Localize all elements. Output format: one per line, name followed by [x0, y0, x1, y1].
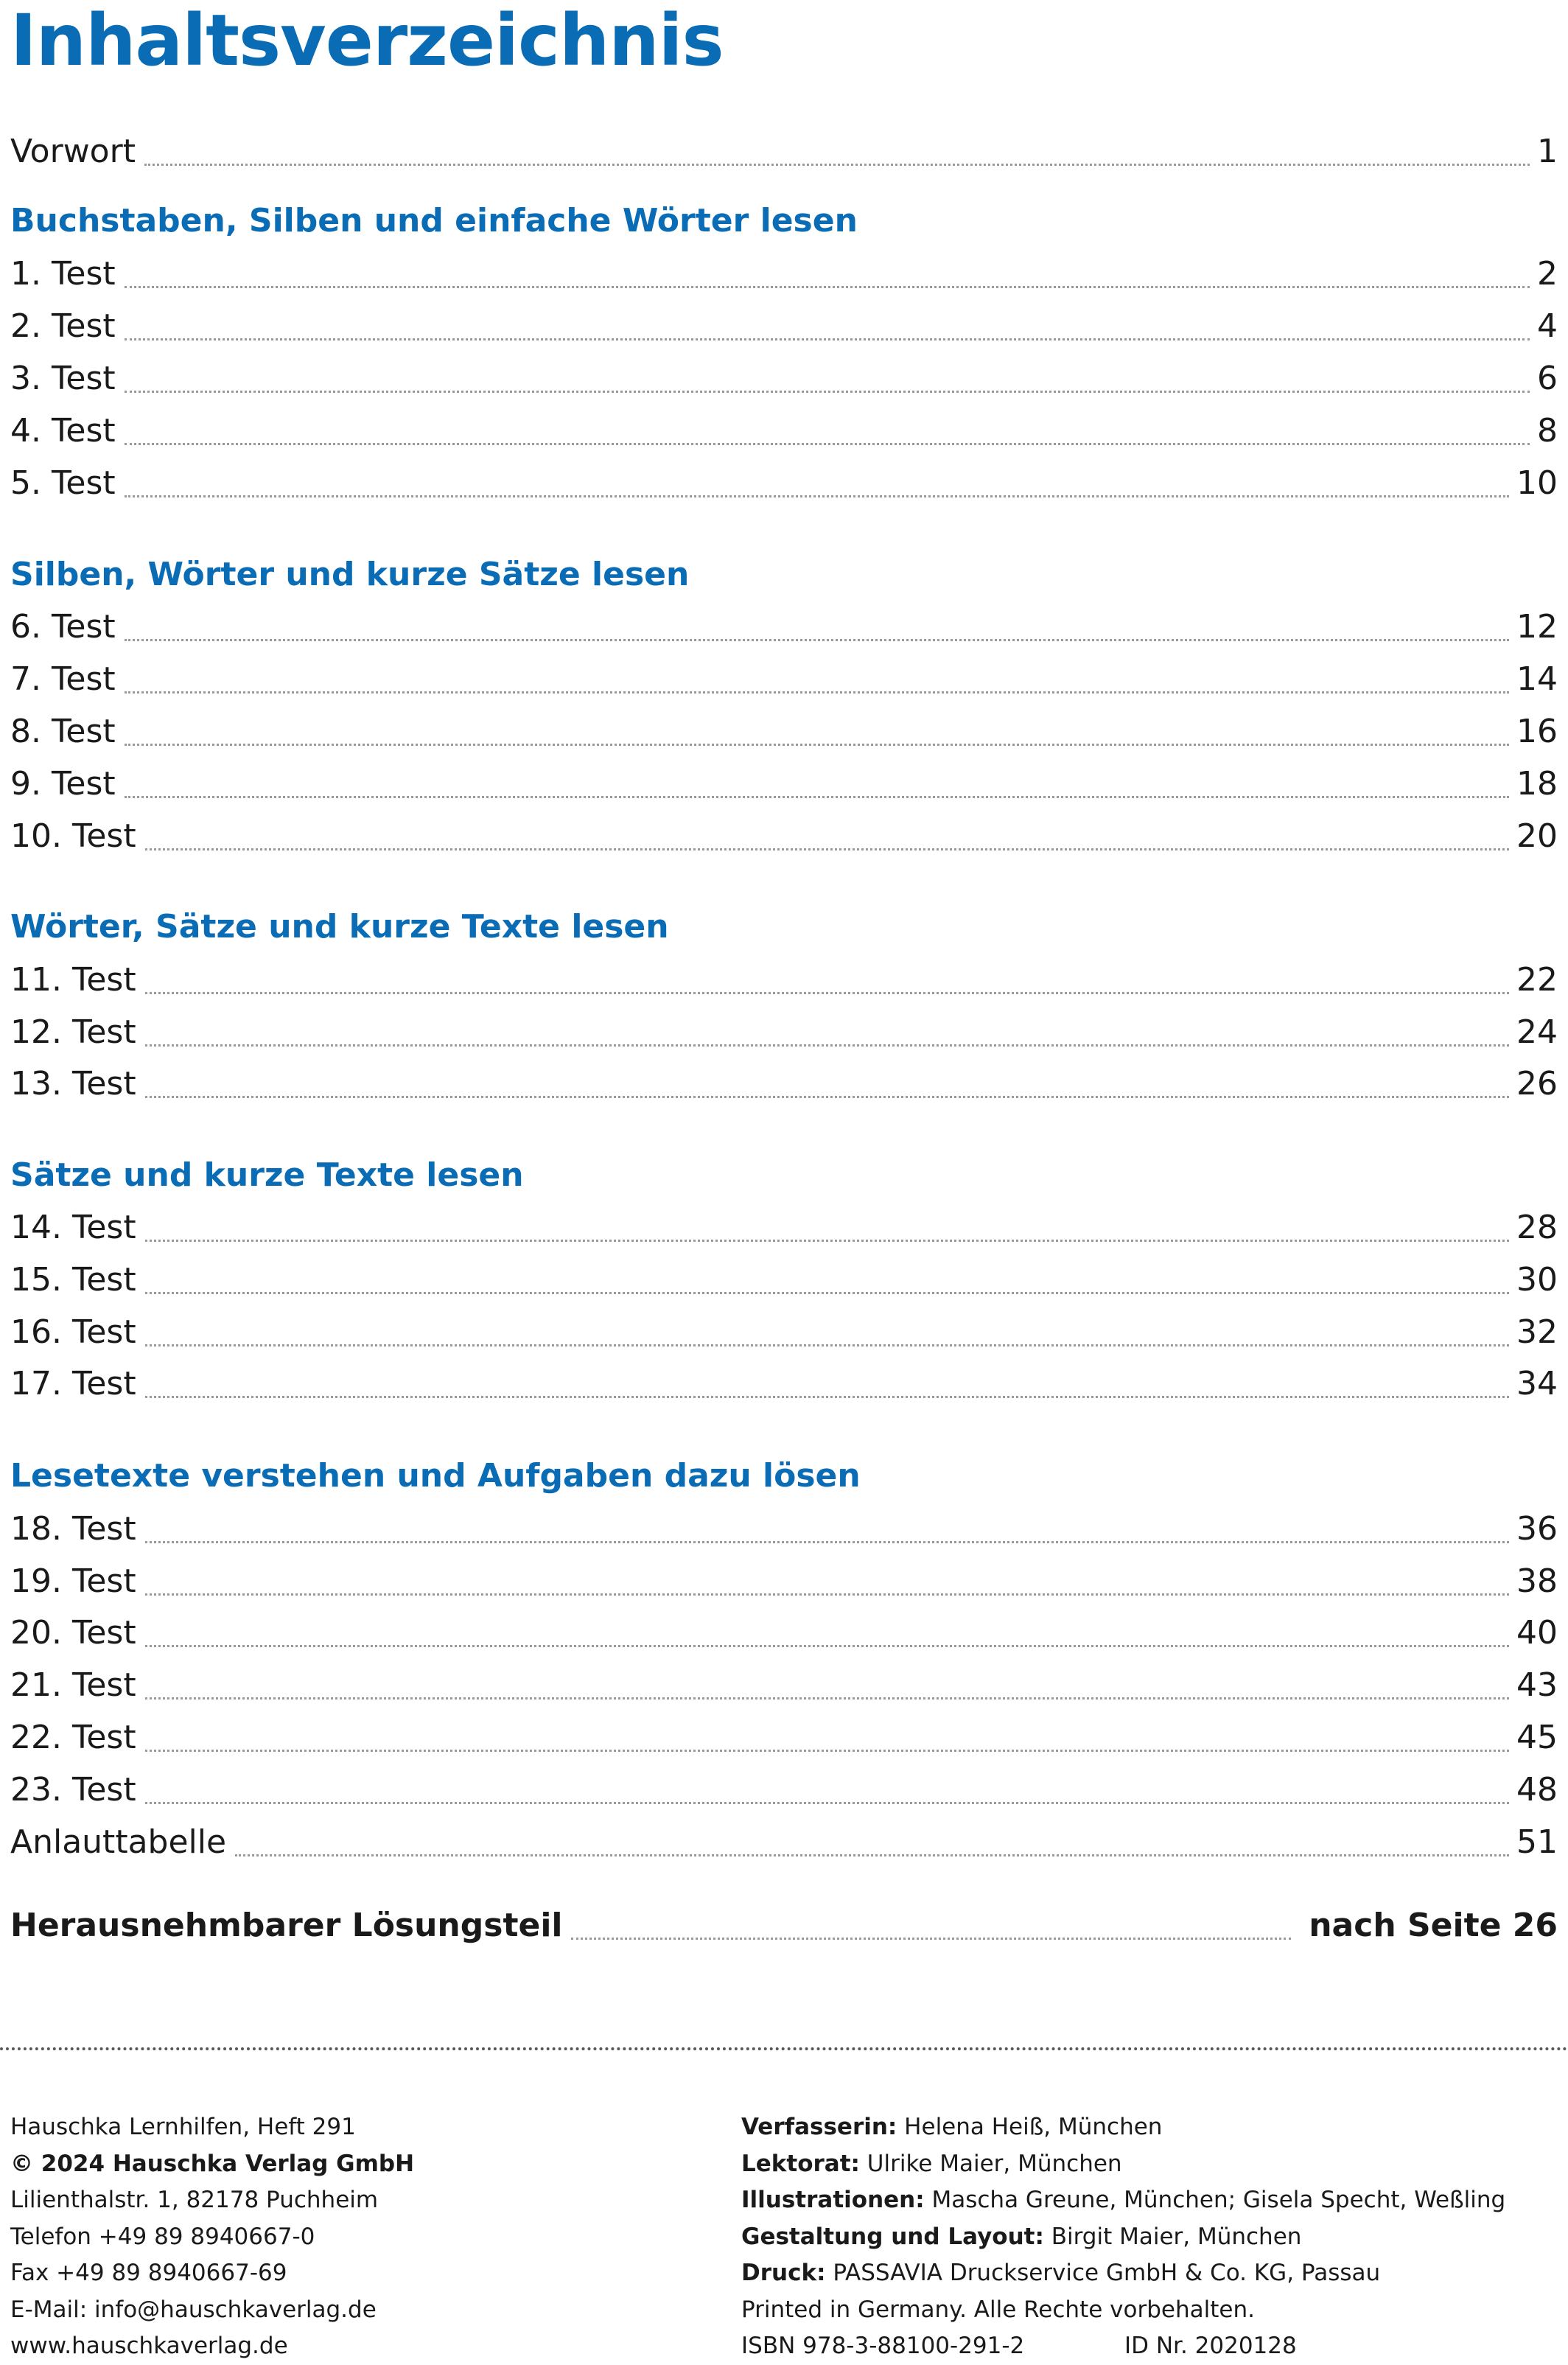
imprint-printed: Printed in Germany. Alle Rechte vorbehalten. — [741, 2296, 1255, 2323]
dot-leader — [125, 691, 1509, 694]
dot-leader — [125, 743, 1509, 746]
toc-entry-label: Herausnehmbarer Lösungsteil — [10, 1907, 563, 1944]
credit-print — [741, 2255, 1552, 2292]
toc-entry-page: 48 — [1516, 1771, 1558, 1809]
dot-leader — [145, 1291, 1509, 1294]
toc-entry-page: 12 — [1516, 608, 1558, 646]
section-heading: Lesetexte verstehen und Aufgaben dazu lösen — [10, 1457, 861, 1495]
dot-leader — [145, 991, 1509, 994]
toc-entry-page: 6 — [1537, 360, 1558, 397]
toc-entry-page: 18 — [1516, 765, 1558, 803]
credit-author — [741, 2109, 1552, 2146]
toc-entry-page: 43 — [1516, 1666, 1558, 1704]
imprint-website[interactable]: www.hauschkaverlag.de — [10, 2333, 288, 2359]
dot-leader — [571, 1937, 1291, 1940]
imprint-email[interactable]: E-Mail: info@hauschkaverlag.de — [10, 2296, 377, 2323]
imprint-fax: Fax +49 89 8940667-69 — [10, 2260, 287, 2286]
dot-leader — [145, 1644, 1509, 1647]
toc-entry-label: 7. Test — [10, 660, 116, 698]
imprint-phone: Telefon +49 89 8940667-0 — [10, 2223, 315, 2250]
toc-entry-label: 8. Test — [10, 713, 116, 750]
credit-value: Ulrike Maier, München — [859, 2150, 1122, 2177]
imprint-copyright: © 2024 Hauschka Verlag GmbH — [10, 2150, 415, 2177]
section-heading: Buchstaben, Silben und einfache Wörter lesen — [10, 202, 858, 240]
toc-entry-label: 13. Test — [10, 1065, 136, 1103]
imprint-address: Lilienthalstr. 1, 82178 Puchheim — [10, 2187, 379, 2213]
page-title: Inhaltsverzeichnis — [10, 0, 724, 82]
toc-entry-label: 10. Test — [10, 817, 136, 855]
toc-entry-label: 23. Test — [10, 1771, 136, 1809]
imprint-isbn-row — [741, 2328, 1552, 2365]
toc-entry-label: Vorwort — [10, 133, 136, 170]
dot-leader — [145, 848, 1509, 850]
toc-entry[interactable] — [10, 1715, 1558, 1761]
dot-leader — [125, 338, 1530, 340]
toc-entry-page: 51 — [1516, 1823, 1558, 1861]
toc-entry[interactable] — [10, 1506, 1558, 1552]
dot-leader — [125, 442, 1530, 445]
toc-entry[interactable] — [10, 1010, 1558, 1055]
toc-entry-page: 28 — [1516, 1209, 1558, 1246]
section-heading: Silben, Wörter und kurze Sätze lesen — [10, 556, 690, 593]
dot-leader — [145, 1344, 1509, 1346]
credit-editor — [741, 2146, 1552, 2183]
credit-key: Verfasserin: — [741, 2114, 897, 2140]
toc-entry-label: 9. Test — [10, 765, 116, 803]
toc-entry[interactable] — [10, 814, 1558, 859]
toc-entry[interactable] — [10, 1205, 1558, 1251]
toc-entry-label: 19. Test — [10, 1562, 136, 1600]
toc-entry[interactable] — [10, 604, 1558, 650]
toc-entry-vorwort[interactable] — [10, 129, 1558, 175]
toc-entry-anlauttabelle[interactable] — [10, 1820, 1558, 1865]
dot-leader — [145, 1239, 1509, 1242]
toc-entry[interactable] — [10, 1663, 1558, 1708]
section-heading: Wörter, Sätze und kurze Texte lesen — [10, 908, 669, 946]
toc-entry-label: 18. Test — [10, 1510, 136, 1548]
toc-entry[interactable] — [10, 657, 1558, 702]
toc-entry-label: 22. Test — [10, 1719, 136, 1756]
dot-leader — [145, 1395, 1509, 1398]
toc-entry[interactable] — [10, 461, 1558, 506]
toc-entry-label: 14. Test — [10, 1209, 136, 1246]
toc-entry-page: 40 — [1516, 1614, 1558, 1652]
toc-entry-label: 5. Test — [10, 464, 116, 502]
credit-value: PASSAVIA Druckservice GmbH & Co. KG, Passau — [825, 2260, 1381, 2286]
toc-entry[interactable] — [10, 1361, 1558, 1407]
dot-leader — [144, 163, 1530, 166]
dot-leader — [145, 1593, 1509, 1596]
dot-leader — [125, 495, 1509, 497]
toc-entry-page: 30 — [1516, 1261, 1558, 1299]
dot-leader — [145, 1749, 1509, 1752]
dot-leader — [125, 390, 1530, 393]
toc-entry-label: 2. Test — [10, 307, 116, 345]
toc-entry-page: 36 — [1516, 1510, 1558, 1548]
dot-leader — [125, 285, 1530, 288]
toc-entry[interactable] — [10, 408, 1558, 454]
credit-value: Birgit Maier, München — [1043, 2223, 1302, 2250]
toc-entry-page: 2 — [1537, 255, 1558, 293]
dot-leader — [145, 1801, 1509, 1804]
toc-entry-solutions[interactable] — [10, 1903, 1558, 1949]
toc-entry-page: 24 — [1516, 1013, 1558, 1051]
section-heading: Sätze und kurze Texte lesen — [10, 1156, 524, 1194]
toc-entry[interactable] — [10, 709, 1558, 755]
divider — [0, 2047, 1568, 2050]
credit-key: Lektorat: — [741, 2150, 860, 2177]
credit-key: Illustrationen: — [741, 2187, 925, 2213]
toc-entry-page: 1 — [1537, 133, 1558, 170]
toc-entry-label: 1. Test — [10, 255, 116, 293]
toc-entry-page: 45 — [1516, 1719, 1558, 1756]
toc-entry[interactable] — [10, 761, 1558, 807]
toc-entry[interactable] — [10, 251, 1558, 297]
toc-entry-page: 34 — [1516, 1365, 1558, 1402]
toc-entry[interactable] — [10, 1610, 1558, 1656]
imprint-publisher — [10, 2109, 718, 2365]
toc-entry[interactable] — [10, 957, 1558, 1003]
toc-entry-page: 16 — [1516, 713, 1558, 750]
toc-entry-page: 32 — [1516, 1313, 1558, 1351]
toc-entry-label: 16. Test — [10, 1313, 136, 1351]
toc-entry-page: 14 — [1516, 660, 1558, 698]
credit-value: Mascha Greune, München; Gisela Specht, Weßling — [924, 2187, 1506, 2213]
credit-value: Helena Heiß, München — [897, 2114, 1163, 2140]
toc-entry[interactable] — [10, 1061, 1558, 1107]
toc-entry-label: 6. Test — [10, 608, 116, 646]
toc-entry-page: 10 — [1516, 464, 1558, 502]
imprint-credits — [741, 2109, 1552, 2365]
credit-layout — [741, 2219, 1552, 2256]
dot-leader — [235, 1854, 1509, 1856]
dot-leader — [145, 1095, 1509, 1098]
dot-leader — [145, 1044, 1509, 1047]
imprint-id: ID Nr. 2020128 — [1124, 2333, 1297, 2359]
toc-entry[interactable] — [10, 1257, 1558, 1303]
toc-entry[interactable] — [10, 356, 1558, 402]
toc-entry-label: 21. Test — [10, 1666, 136, 1704]
toc-entry[interactable] — [10, 304, 1558, 349]
dot-leader — [125, 638, 1509, 641]
toc-entry-page: 38 — [1516, 1562, 1558, 1600]
credit-illustrations — [741, 2182, 1552, 2219]
toc-entry-page: 26 — [1516, 1065, 1558, 1103]
toc-entry[interactable] — [10, 1310, 1558, 1355]
toc-entry-label: 4. Test — [10, 412, 116, 450]
toc-entry-label: 20. Test — [10, 1614, 136, 1652]
dot-leader — [125, 795, 1509, 798]
toc-entry-label: 11. Test — [10, 961, 136, 999]
dot-leader — [145, 1540, 1509, 1543]
imprint-isbn: ISBN 978-3-88100-291-2 — [741, 2333, 1025, 2359]
toc-entry-label: 15. Test — [10, 1261, 136, 1299]
toc-entry-page: 4 — [1537, 307, 1558, 345]
credit-key: Druck: — [741, 2260, 826, 2286]
toc-entry-label: Anlauttabelle — [10, 1823, 227, 1861]
toc-entry-page: nach Seite 26 — [1309, 1907, 1558, 1944]
toc-entry-label: 3. Test — [10, 360, 116, 397]
credit-key: Gestaltung und Layout: — [741, 2223, 1044, 2250]
toc-entry-page: 20 — [1516, 817, 1558, 855]
toc-entry-label: 17. Test — [10, 1365, 136, 1402]
toc-entry-page: 22 — [1516, 961, 1558, 999]
toc-entry[interactable] — [10, 1559, 1558, 1604]
dot-leader — [145, 1697, 1509, 1699]
toc-entry-label: 12. Test — [10, 1013, 136, 1051]
imprint-series: Hauschka Lernhilfen, Heft 291 — [10, 2114, 356, 2140]
toc-entry-page: 8 — [1537, 412, 1558, 450]
toc-entry[interactable] — [10, 1767, 1558, 1813]
